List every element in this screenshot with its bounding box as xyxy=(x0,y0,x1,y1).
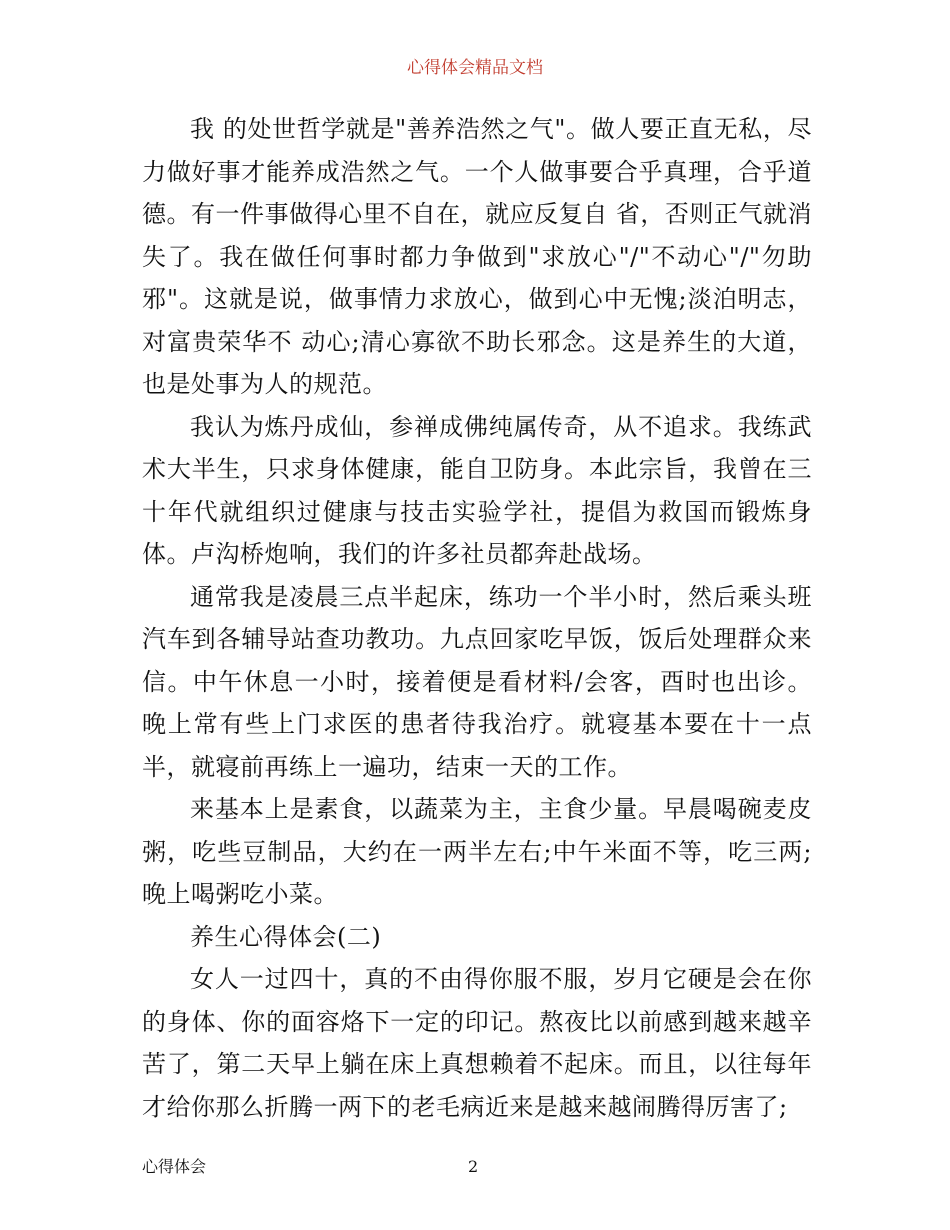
paragraph-2: 我认为炼丹成仙，参禅成佛纯属传奇，从不追求。我练武术大半生，只求身体健康，能自卫防身。本此宗旨，我曾在三十年代就组织过健康与技击实验学社，提倡为救国而锻炼身体。卢沟桥炮响，我们的许多社员都奔赴战场。 xyxy=(142,412,812,568)
paragraph-3: 通常我是凌晨三点半起床，练功一个半小时，然后乘头班汽车到各辅导站查功教功。九点回家吃早饭，饭后处理群众来信。中午休息一小时，接着便是看材料/会客，酉时也出诊。晚上常有些上门求医的患者待我治疗。就寝基本要在十一点半，就寝前再练上一遍功，结束一天的工作。 xyxy=(142,582,812,781)
paragraph-4: 来基本上是素食，以蔬菜为主，主食少量。早晨喝碗麦皮粥，吃些豆制品，大约在一两半左右;中午米面不等，吃三两;晚上喝粥吃小菜。 xyxy=(142,795,812,908)
paragraph-5: 女人一过四十，真的不由得你服不服，岁月它硬是会在你的身体、你的面容烙下一定的印记。熬夜比以前感到越来越辛苦了，第二天早上躺在床上真想赖着不起床。而且，以往每年才给你那么折腾一两下的老毛病近来是越来越闹腾得厉害了; xyxy=(142,965,812,1121)
page-footer-label: 心得体会 xyxy=(142,1157,207,1176)
section-heading: 养生心得体会(二) xyxy=(190,922,382,951)
document-body xyxy=(142,108,812,1128)
page-header: 心得体会精品文档 xyxy=(407,58,543,78)
page-number: 2 xyxy=(468,1157,479,1176)
paragraph-1: 我 的处世哲学就是"善养浩然之气"。做人要正直无私，尽力做好事才能养成浩然之气。一个人做事要合乎真理，合乎道德。有一件事做得心里不自在，就应反复自 省，否则正气就消失了。我在做任何事时都力争做到"求放心"/"不动心"/"勿助邪"。这就是说，做事情力求放心，做到心中无愧;淡泊明志，对富贵荣华不 动心;清心寡欲不助长邪念。这是养生的大道，也是处事为人的规范。 xyxy=(142,115,812,398)
